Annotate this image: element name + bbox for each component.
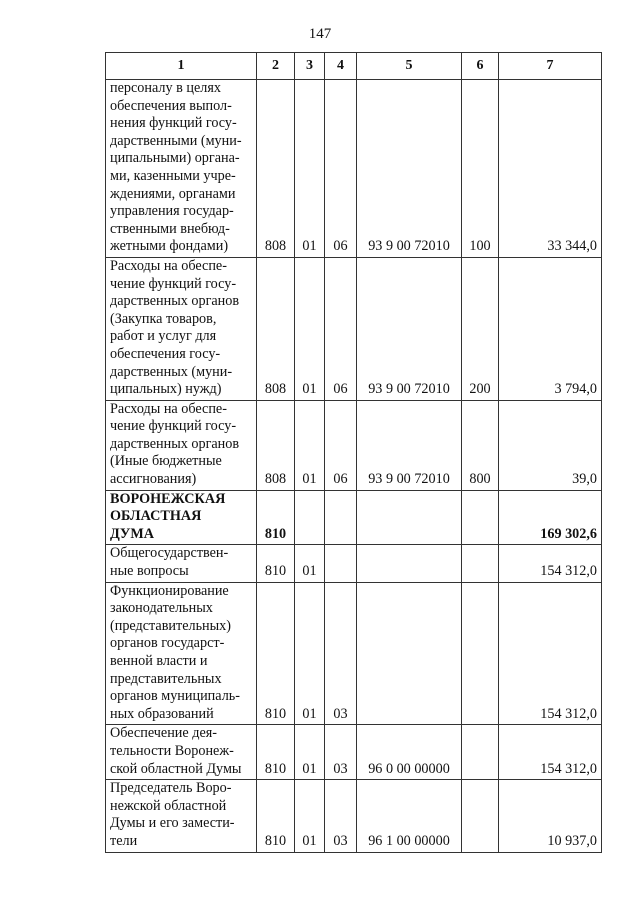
cell-expense-type: 200 [462, 257, 499, 400]
cell-amount: 39,0 [499, 400, 602, 490]
cell-section: 01 [295, 257, 325, 400]
cell-ministry-code: 810 [257, 780, 295, 852]
cell-ministry-code: 808 [257, 80, 295, 258]
cell-name: Расходы на обеспе- чение функций госу- дарственных органов (Иные бюджетные ассигнования) [106, 400, 257, 490]
cell-amount: 10 937,0 [499, 780, 602, 852]
cell-subsection [325, 545, 357, 582]
cell-section: 01 [295, 582, 325, 725]
cell-target-article: 93 9 00 72010 [357, 400, 462, 490]
cell-subsection: 03 [325, 725, 357, 780]
cell-section: 01 [295, 780, 325, 852]
table-row [106, 780, 602, 852]
cell-name: Обеспечение дея- тельности Воронеж- ской областной Думы [106, 725, 257, 780]
cell-target-article: 93 9 00 72010 [357, 80, 462, 258]
cell-ministry-code: 810 [257, 725, 295, 780]
cell-ministry-code: 810 [257, 490, 295, 545]
cell-ministry-code: 808 [257, 400, 295, 490]
table-row [106, 582, 602, 725]
cell-subsection: 06 [325, 400, 357, 490]
cell-section: 01 [295, 400, 325, 490]
cell-expense-type [462, 490, 499, 545]
cell-name: Функционирование законодательных (представительных) органов государст- венной власти и представительных органов муниципаль- ных образований [106, 582, 257, 725]
cell-ministry-code: 810 [257, 545, 295, 582]
cell-name: ВОРОНЕЖСКАЯ ОБЛАСТНАЯ ДУМА [106, 490, 257, 545]
cell-subsection: 03 [325, 582, 357, 725]
cell-ministry-code: 808 [257, 257, 295, 400]
header-col-7: 7 [499, 53, 602, 80]
cell-subsection: 06 [325, 257, 357, 400]
header-col-2: 2 [257, 53, 295, 80]
table-row [106, 80, 602, 258]
cell-ministry-code: 810 [257, 582, 295, 725]
cell-target-article [357, 582, 462, 725]
cell-section: 01 [295, 725, 325, 780]
cell-section: 01 [295, 545, 325, 582]
cell-amount: 154 312,0 [499, 582, 602, 725]
cell-subsection: 03 [325, 780, 357, 852]
cell-name: Председатель Воро- нежской областной Думы и его замести- тели [106, 780, 257, 852]
cell-name: Общегосударствен- ные вопросы [106, 545, 257, 582]
cell-name: Расходы на обеспе- чение функций госу- дарственных органов (Закупка товаров, работ и услуг для обеспечения госу- дарственных (муни- ципальных) нужд) [106, 257, 257, 400]
table-row [106, 545, 602, 582]
cell-expense-type: 800 [462, 400, 499, 490]
header-col-5: 5 [357, 53, 462, 80]
cell-amount: 154 312,0 [499, 545, 602, 582]
cell-target-article: 93 9 00 72010 [357, 257, 462, 400]
cell-target-article [357, 545, 462, 582]
cell-target-article: 96 1 00 00000 [357, 780, 462, 852]
cell-subsection: 06 [325, 80, 357, 258]
table-row [106, 257, 602, 400]
cell-expense-type: 100 [462, 80, 499, 258]
cell-expense-type [462, 780, 499, 852]
cell-name: персоналу в целях обеспечения выпол- нения функций госу- дарственными (муни- ципальными) органа- ми, казенными учре- ждениями, органами управления государ- ственными внебюд- жетными фондами) [106, 80, 257, 258]
cell-target-article: 96 0 00 00000 [357, 725, 462, 780]
page-number: 147 [308, 26, 332, 42]
table-row [106, 725, 602, 780]
header-col-4: 4 [325, 53, 357, 80]
header-col-6: 6 [462, 53, 499, 80]
header-col-1: 1 [106, 53, 257, 80]
cell-amount: 154 312,0 [499, 725, 602, 780]
table-header-row [106, 53, 602, 80]
budget-table [105, 52, 602, 853]
cell-subsection [325, 490, 357, 545]
cell-expense-type [462, 582, 499, 725]
cell-section [295, 490, 325, 545]
cell-expense-type [462, 725, 499, 780]
table-row [106, 400, 602, 490]
cell-amount: 169 302,6 [499, 490, 602, 545]
header-col-3: 3 [295, 53, 325, 80]
table-row [106, 490, 602, 545]
cell-section: 01 [295, 80, 325, 258]
cell-expense-type [462, 545, 499, 582]
table-body [106, 80, 602, 853]
cell-amount: 3 794,0 [499, 257, 602, 400]
cell-amount: 33 344,0 [499, 80, 602, 258]
cell-target-article [357, 490, 462, 545]
